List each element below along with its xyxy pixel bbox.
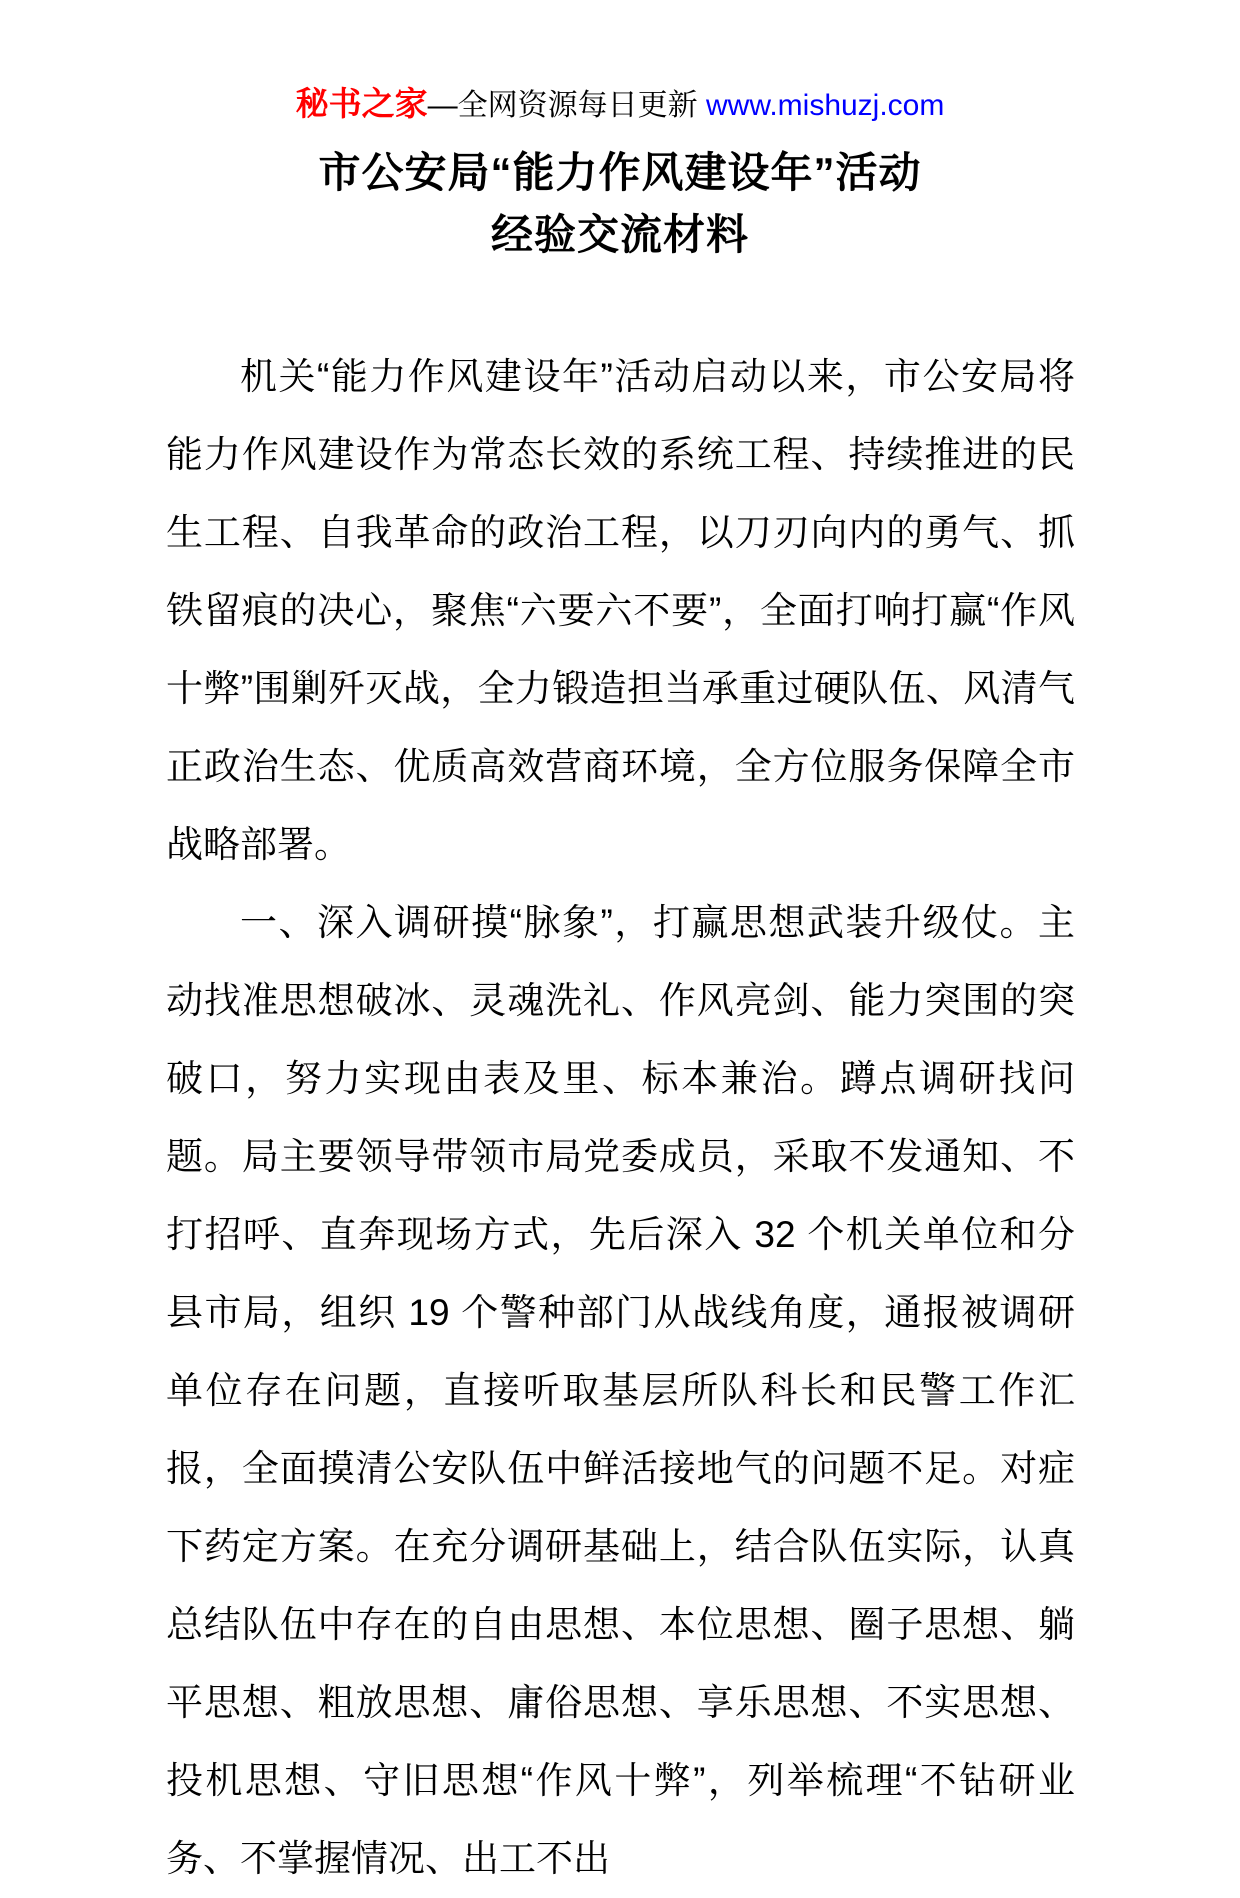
document-body xyxy=(166,338,1075,1898)
document-title xyxy=(0,142,1240,266)
site-url-link[interactable]: www.mishuzj.com xyxy=(705,89,945,122)
paragraph: 机关“能力作风建设年”活动启动以来，市公安局将能力作风建设作为常态长效的系统工程、持续推进的民生工程、自我革命的政治工程，以刀刃向内的勇气、抓铁留痕的决心，聚焦“六要六不要”，全面打响打赢“作风十弊”围剿歼灭战，全力锻造担当承重过硬队伍、风清气正政治生态、优质高效营商环境，全方位服务保障全市战略部署。 xyxy=(166,356,1075,865)
document-title-line1: 市公安局“能力作风建设年”活动 xyxy=(318,149,922,196)
document-title-line2: 经验交流材料 xyxy=(490,211,749,258)
site-brand-text: 秘书之家 xyxy=(295,85,428,122)
site-header xyxy=(0,0,1240,126)
header-tagline-text: —全网资源每日更新 xyxy=(427,89,706,122)
paragraph: 一、深入调研摸“脉象”，打赢思想武装升级仗。主动找准思想破冰、灵魂洗礼、作风亮剑、能力突围的突破口，努力实现由表及里、标本兼治。蹲点调研找问题。局主要领导带领市局党委成员，采取不发通知、不打招呼、直奔现场方式，先后深入 32 个机关单位和分县市局，组织 19 个警种部门从战线角度，通报被调研单位存在问题，直接听取基层所队科长和民警工作汇报，全面摸清公安队伍中鲜活接地气的问题不足。对症下药定方案。在充分调研基础上，结合队伍实际，认真总结队伍中存在的自由思想、本位思想、圈子思想、躺平思想、粗放思想、庸俗思想、享乐思想、不实思想、投机思想、守旧思想“作风十弊”，列举梳理“不钻研业务、不掌握情况、出工不出 xyxy=(166,902,1075,1879)
